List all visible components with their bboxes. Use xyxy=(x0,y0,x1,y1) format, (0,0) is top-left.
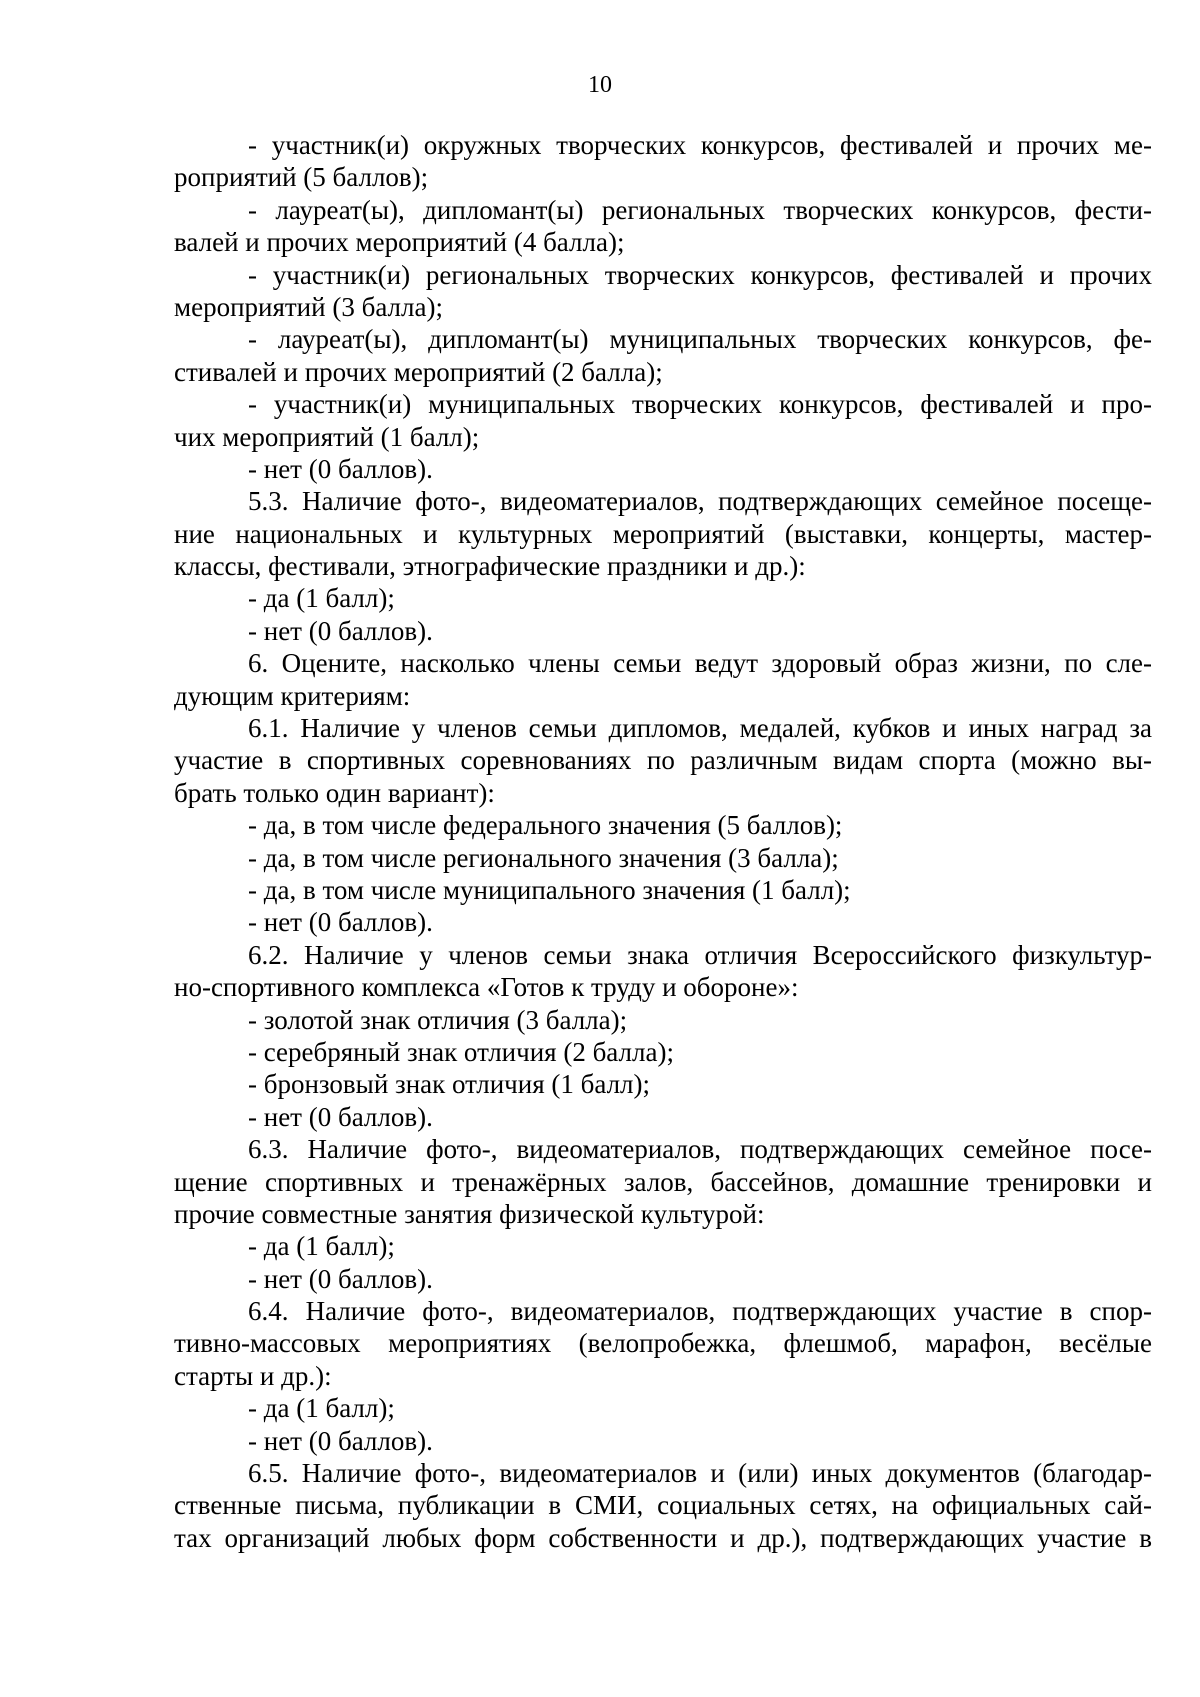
document-body xyxy=(174,129,1152,1554)
text-line: - нет (0 баллов). xyxy=(248,1101,433,1132)
text-line: - да (1 балл); xyxy=(248,1393,395,1424)
text-line: - золотой знак отличия (3 балла); xyxy=(248,1004,628,1035)
text-line: дующим критериям: xyxy=(174,680,411,711)
text-line: - лауреат(ы), дипломант(ы) региональных творческих конкурсов, фести- xyxy=(248,194,1152,225)
page-number: 10 xyxy=(588,72,612,98)
text-line: 6.5. Наличие фото-, видеоматериалов и (или) иных документов (благодар- xyxy=(248,1458,1152,1489)
text-line: 6.3. Наличие фото-, видеоматериалов, подтверждающих семейное посе- xyxy=(248,1134,1152,1165)
text-line: ние национальных и культурных мероприятий (выставки, концерты, мастер- xyxy=(174,518,1152,549)
text-line: 6.4. Наличие фото-, видеоматериалов, подтверждающих участие в спор- xyxy=(248,1296,1152,1327)
text-line: роприятий (5 баллов); xyxy=(174,162,429,193)
text-line: - да, в том числе регионального значения (3 балла); xyxy=(248,842,839,873)
text-line: - да, в том числе муниципального значения (1 балл); xyxy=(248,874,851,905)
text-line: но-спортивного комплекса «Готов к труду и обороне»: xyxy=(174,972,799,1003)
text-line: брать только один вариант): xyxy=(174,777,495,808)
text-line: классы, фестивали, этнографические праздники и др.): xyxy=(174,551,806,582)
text-line: тах организаций любых форм собственности и др.), подтверждающих участие в xyxy=(174,1522,1152,1553)
text-line: 6.1. Наличие у членов семьи дипломов, медалей, кубков и иных наград за xyxy=(248,713,1152,744)
text-line: - нет (0 баллов). xyxy=(248,1425,433,1456)
text-line: - да, в том числе федерального значения (5 баллов); xyxy=(248,810,843,841)
text-line: - да (1 балл); xyxy=(248,583,395,614)
text-line: - участник(и) региональных творческих конкурсов, фестивалей и прочих xyxy=(248,259,1152,290)
text-line: - да (1 балл); xyxy=(248,1231,395,1262)
text-line: - бронзовый знак отличия (1 балл); xyxy=(248,1069,651,1100)
text-line: прочие совместные занятия физической культурой: xyxy=(174,1198,765,1229)
text-line: - нет (0 баллов). xyxy=(248,615,433,646)
text-line: - нет (0 баллов). xyxy=(248,907,433,938)
text-line: тивно-массовых мероприятиях (велопробежка, флешмоб, марафон, весёлые xyxy=(174,1328,1152,1359)
text-line: - участник(и) окружных творческих конкурсов, фестивалей и прочих ме- xyxy=(248,130,1152,160)
text-line: 5.3. Наличие фото-, видеоматериалов, подтверждающих семейное посеще- xyxy=(248,486,1152,517)
text-line: ственные письма, публикации в СМИ, социальных сетях, на официальных сай- xyxy=(174,1490,1152,1521)
text-line: - нет (0 баллов). xyxy=(248,1263,433,1294)
text-line: щение спортивных и тренажёрных залов, бассейнов, домашние тренировки и xyxy=(174,1166,1152,1197)
text-line: старты и др.): xyxy=(174,1360,332,1391)
text-line: мероприятий (3 балла); xyxy=(174,291,443,322)
text-line: 6.2. Наличие у членов семьи знака отличия Всероссийского физкультур- xyxy=(248,939,1152,970)
text-line: участие в спортивных соревнованиях по различным видам спорта (можно вы- xyxy=(174,745,1152,776)
text-line: чих мероприятий (1 балл); xyxy=(174,421,480,452)
text-line: валей и прочих мероприятий (4 балла); xyxy=(174,227,625,258)
text-line: - лауреат(ы), дипломант(ы) муниципальных творческих конкурсов, фе- xyxy=(248,324,1152,355)
text-line: - нет (0 баллов). xyxy=(248,453,433,484)
text-line: стивалей и прочих мероприятий (2 балла); xyxy=(174,356,663,387)
text-line: - серебряный знак отличия (2 балла); xyxy=(248,1036,674,1067)
text-line: 6. Оцените, насколько члены семьи ведут здоровый образ жизни, по сле- xyxy=(248,648,1152,679)
text-line: - участник(и) муниципальных творческих конкурсов, фестивалей и про- xyxy=(248,389,1152,420)
